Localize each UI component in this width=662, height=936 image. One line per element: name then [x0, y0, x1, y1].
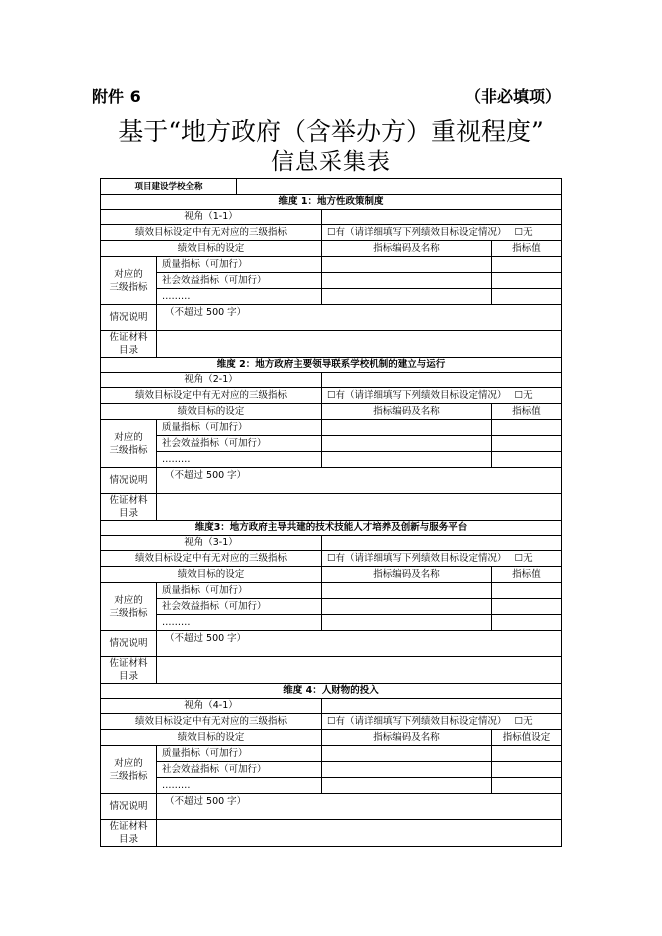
dimension-3-quality-value-cell: [492, 583, 562, 599]
dimension-1-evidence-label-line-2: 目录: [118, 345, 138, 356]
dimension-4-more-value-cell: [492, 778, 562, 794]
dimension-4-social-value-cell: [492, 762, 562, 778]
dimension-2-code-header: 指标编码及名称: [322, 404, 492, 420]
dimension-1-perspective-field: [322, 210, 562, 225]
dimension-4-evidence-label-line-2: 目录: [118, 834, 138, 845]
dimension-2-evidence-row: [101, 494, 562, 521]
dimension-2-tier3-label-line-1: 对应的: [114, 431, 143, 443]
dimension-2-quality-code-cell: [322, 420, 492, 436]
dimension-3-social-code-cell: [322, 599, 492, 615]
dimension-2-indicator-row: [101, 420, 562, 436]
dimension-2-indicator-row: [101, 452, 562, 468]
dimension-4-indicator-question: 绩效目标设定中有无对应的三级指标: [101, 714, 322, 730]
dimension-3-situation-hint: （不超过 500 字）: [157, 631, 562, 657]
dimension-3-tier3-label: [101, 583, 157, 631]
dimension-2-evidence-label-line-2: 目录: [118, 508, 138, 519]
dimension-4-more-code-cell: [322, 778, 492, 794]
info-collection-table: [100, 178, 562, 847]
dimension-1-value-header: 指标值: [492, 241, 562, 257]
school-name-field: [237, 179, 562, 195]
dimension-3-setting-header: 绩效目标的设定: [101, 567, 322, 583]
dimension-3-situation-label: 情况说明: [101, 631, 157, 657]
dimension-1-title: 维度 1：地方性政策制度: [101, 195, 562, 210]
dimension-1-social-value-cell: [492, 273, 562, 289]
dimension-4-perspective-field: [322, 699, 562, 714]
dimension-4-indicator-row: [101, 746, 562, 762]
dimension-3-evidence-label-line-2: 目录: [118, 671, 138, 682]
dimension-3-evidence-label-line-1: 佐证材料: [109, 658, 148, 669]
dimension-3-social-value-cell: [492, 599, 562, 615]
dimension-2-perspective-label: 视角（2-1）: [101, 373, 322, 388]
dimension-1-indicator-options: [322, 225, 562, 241]
dimension-1-social-code-cell: [322, 273, 492, 289]
dimension-3-quality-indicator: 质量指标（可加行）: [157, 583, 322, 599]
dimension-2-more-code-cell: [322, 452, 492, 468]
dimension-3-indicator-row: [101, 615, 562, 631]
dimension-3-indicator-row: [101, 583, 562, 599]
dimension-1-quality-indicator: 质量指标（可加行）: [157, 257, 322, 273]
dimension-4-quality-code-cell: [322, 746, 492, 762]
dimension-3-evidence-label: [101, 657, 157, 684]
dimension-3-quality-code-cell: [322, 583, 492, 599]
dimension-4-perspective-label: 视角（4-1）: [101, 699, 322, 714]
attachment-label: 附件 6: [92, 87, 141, 106]
dimension-3-perspective-row: [101, 536, 562, 551]
optional-note: （非必填项）: [464, 87, 561, 106]
dimension-4-perspective-row: [101, 699, 562, 714]
dimension-3-evidence-row: [101, 657, 562, 684]
dimension-1-evidence-label-line-1: 佐证材料: [109, 332, 148, 343]
dimension-4-evidence-row: [101, 820, 562, 847]
dimension-1-setting-header: 绩效目标的设定: [101, 241, 322, 257]
dimension-4-social-indicator: 社会效益指标（可加行）: [157, 762, 322, 778]
dimension-2-social-indicator: 社会效益指标（可加行）: [157, 436, 322, 452]
dimension-4-indicator-options: [322, 714, 562, 730]
dimension-2-title: 维度 2：地方政府主要领导联系学校机制的建立与运行: [101, 358, 562, 373]
dimension-1-title-row: [101, 195, 562, 210]
dimension-1-option-yes: ☐有（请详细填写下列绩效目标设定情况）: [327, 226, 507, 238]
dimension-2-perspective-field: [322, 373, 562, 388]
dimension-1-indicator-question: 绩效目标设定中有无对应的三级指标: [101, 225, 322, 241]
dimension-4-quality-indicator: 质量指标（可加行）: [157, 746, 322, 762]
dimension-4-title-row: [101, 684, 562, 699]
dimension-3-indicator-row: [101, 599, 562, 615]
dimension-3-more-indicator: ………: [157, 615, 322, 631]
dimension-4-value-header: 指标值设定: [492, 730, 562, 746]
form-title-line-1: 基于“地方政府（含举办方）重视程度”: [118, 117, 544, 146]
dimension-2-indicator-options: [322, 388, 562, 404]
dimension-1-more-value-cell: [492, 289, 562, 305]
dimension-4-situation-label: 情况说明: [101, 794, 157, 820]
dimension-1-evidence-field: [157, 331, 562, 358]
dimension-1-tier3-label: [101, 257, 157, 305]
dimension-3-indicator-options: [322, 551, 562, 567]
dimension-2-situation-row: [101, 468, 562, 494]
dimension-4-quality-value-cell: [492, 746, 562, 762]
dimension-1-more-code-cell: [322, 289, 492, 305]
dimension-2-indicator-question: 绩效目标设定中有无对应的三级指标: [101, 388, 322, 404]
dimension-2-tier3-label: [101, 420, 157, 468]
dimension-3-tier3-label-line-1: 对应的: [114, 594, 143, 606]
dimension-2-evidence-field: [157, 494, 562, 521]
dimension-3-title-row: [101, 521, 562, 536]
dimension-2-option-yes: ☐有（请详细填写下列绩效目标设定情况）: [327, 389, 507, 401]
dimension-3-indicator-question: 绩效目标设定中有无对应的三级指标: [101, 551, 322, 567]
dimension-2-indicator-row: [101, 436, 562, 452]
dimension-3-more-code-cell: [322, 615, 492, 631]
dimension-2-setting-header: 绩效目标的设定: [101, 404, 322, 420]
dimension-2-situation-label: 情况说明: [101, 468, 157, 494]
dimension-1-situation-row: [101, 305, 562, 331]
dimension-4-tier3-label: [101, 746, 157, 794]
dimension-2-title-row: [101, 358, 562, 373]
dimension-3-perspective-field: [322, 536, 562, 551]
dimension-3-tier3-label-line-2: 三级指标: [109, 607, 148, 619]
dimension-1-more-indicator: ………: [157, 289, 322, 305]
dimension-1-situation-label: 情况说明: [101, 305, 157, 331]
dimension-2-more-value-cell: [492, 452, 562, 468]
dimension-1-evidence-row: [101, 331, 562, 358]
dimension-4-indicator-row: [101, 778, 562, 794]
dimension-3-option-no: ☐无: [514, 552, 533, 564]
dimension-1-social-indicator: 社会效益指标（可加行）: [157, 273, 322, 289]
dimension-2-more-indicator: ………: [157, 452, 322, 468]
dimension-1-option-no: ☐无: [514, 226, 533, 238]
dimension-4-social-code-cell: [322, 762, 492, 778]
dimension-3-question-row: [101, 551, 562, 567]
dimension-3-title: 维度3：地方政府主导共建的技术技能人才培养及创新与服务平台: [101, 521, 562, 536]
dimension-2-option-no: ☐无: [514, 389, 533, 401]
dimension-2-question-row: [101, 388, 562, 404]
dimension-2-evidence-label-line-1: 佐证材料: [109, 495, 148, 506]
dimension-4-evidence-label-line-1: 佐证材料: [109, 821, 148, 832]
dimension-3-value-header: 指标值: [492, 567, 562, 583]
dimension-3-header-row: [101, 567, 562, 583]
dimension-4-title: 维度 4：人财物的投入: [101, 684, 562, 699]
school-name-row: [101, 179, 562, 195]
dimension-1-quality-code-cell: [322, 257, 492, 273]
dimension-4-setting-header: 绩效目标的设定: [101, 730, 322, 746]
dimension-1-code-header: 指标编码及名称: [322, 241, 492, 257]
school-name-label: 项目建设学校全称: [101, 179, 237, 195]
dimension-3-option-yes: ☐有（请详细填写下列绩效目标设定情况）: [327, 552, 507, 564]
dimension-1-question-row: [101, 225, 562, 241]
dimension-4-header-row: [101, 730, 562, 746]
dimension-1-indicator-row: [101, 289, 562, 305]
dimension-4-more-indicator: ………: [157, 778, 322, 794]
dimension-2-tier3-label-line-2: 三级指标: [109, 444, 148, 456]
dimension-1-perspective-row: [101, 210, 562, 225]
dimension-4-evidence-field: [157, 820, 562, 847]
dimension-4-tier3-label-line-1: 对应的: [114, 757, 143, 769]
dimension-2-social-code-cell: [322, 436, 492, 452]
form-title-line-2: 信息采集表: [271, 149, 391, 175]
dimension-4-option-no: ☐无: [514, 715, 533, 727]
dimension-3-more-value-cell: [492, 615, 562, 631]
dimension-2-perspective-row: [101, 373, 562, 388]
dimension-1-evidence-label: [101, 331, 157, 358]
dimension-4-situation-row: [101, 794, 562, 820]
dimension-2-quality-indicator: 质量指标（可加行）: [157, 420, 322, 436]
dimension-4-evidence-label: [101, 820, 157, 847]
dimension-4-option-yes: ☐有（请详细填写下列绩效目标设定情况）: [327, 715, 507, 727]
dimension-2-header-row: [101, 404, 562, 420]
dimension-4-question-row: [101, 714, 562, 730]
dimension-3-perspective-label: 视角（3-1）: [101, 536, 322, 551]
dimension-3-social-indicator: 社会效益指标（可加行）: [157, 599, 322, 615]
dimension-2-situation-hint: （不超过 500 字）: [157, 468, 562, 494]
dimension-2-quality-value-cell: [492, 420, 562, 436]
dimension-4-code-header: 指标编码及名称: [322, 730, 492, 746]
dimension-1-quality-value-cell: [492, 257, 562, 273]
dimension-4-indicator-row: [101, 762, 562, 778]
dimension-4-tier3-label-line-2: 三级指标: [109, 770, 148, 782]
dimension-2-value-header: 指标值: [492, 404, 562, 420]
dimension-1-indicator-row: [101, 273, 562, 289]
dimension-1-perspective-label: 视角（1-1）: [101, 210, 322, 225]
dimension-2-social-value-cell: [492, 436, 562, 452]
dimension-2-evidence-label: [101, 494, 157, 521]
dimension-3-situation-row: [101, 631, 562, 657]
dimension-1-tier3-label-line-2: 三级指标: [109, 281, 148, 293]
dimension-1-indicator-row: [101, 257, 562, 273]
dimension-1-header-row: [101, 241, 562, 257]
dimension-1-situation-hint: （不超过 500 字）: [157, 305, 562, 331]
dimension-3-code-header: 指标编码及名称: [322, 567, 492, 583]
dimension-3-evidence-field: [157, 657, 562, 684]
dimension-1-tier3-label-line-1: 对应的: [114, 268, 143, 280]
dimension-4-situation-hint: （不超过 500 字）: [157, 794, 562, 820]
